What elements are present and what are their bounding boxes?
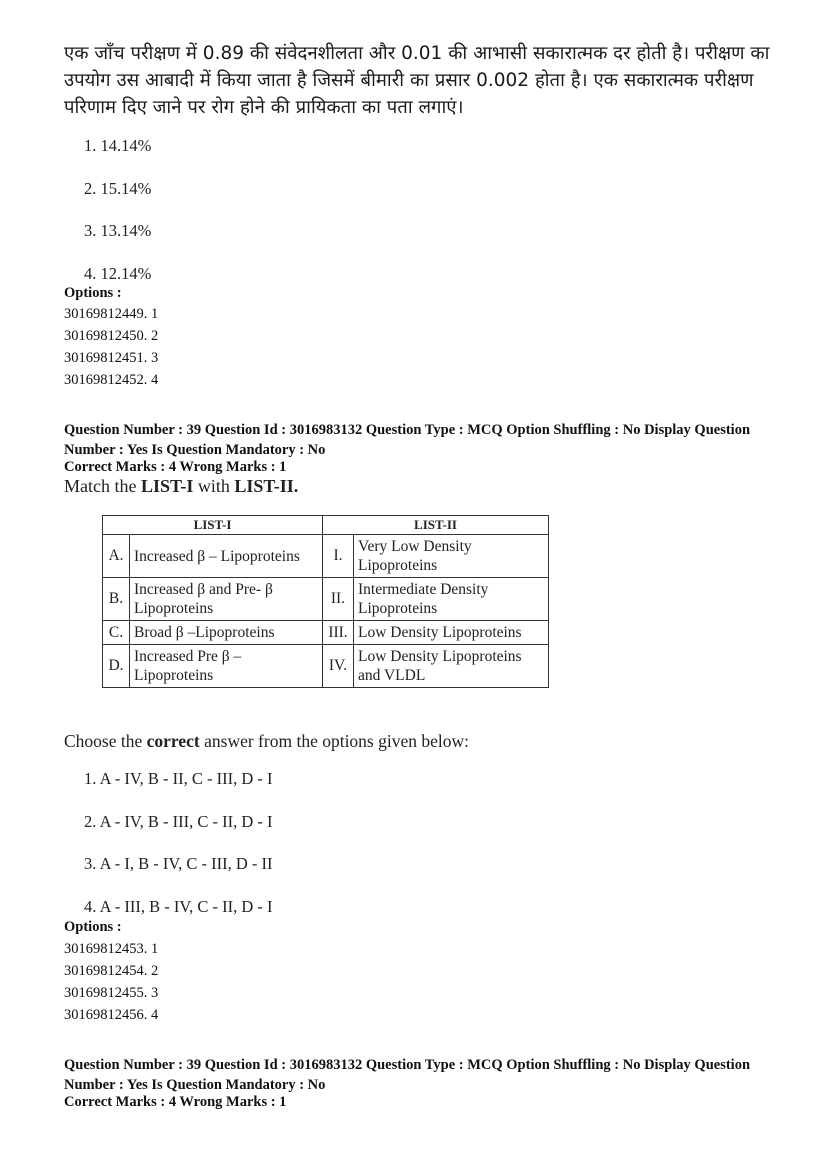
choose-suffix: answer from the options given below: bbox=[199, 731, 470, 751]
q39-options-label: Options : bbox=[64, 919, 122, 935]
list2-key: I. bbox=[323, 535, 354, 578]
table-row bbox=[103, 645, 549, 688]
q38-choice-3: 3. 13.14% bbox=[84, 221, 152, 240]
list2-value: Low Density Lipoproteins bbox=[354, 621, 549, 645]
q38-option-id-2: 30169812450. 2 bbox=[64, 328, 159, 344]
q39-choice-1: 1. A - IV, B - II, C - III, D - I bbox=[84, 769, 273, 788]
q39-option-id-1: 30169812453. 1 bbox=[64, 941, 159, 957]
list1-key: C. bbox=[103, 621, 130, 645]
table-header-row bbox=[103, 516, 549, 535]
table-row bbox=[103, 535, 549, 578]
list2-key: II. bbox=[323, 578, 354, 621]
list2-value: Low Density Lipoproteins and VLDL bbox=[354, 645, 549, 688]
q39-match-instruction bbox=[64, 476, 298, 497]
q38-option-id-3: 30169812451. 3 bbox=[64, 350, 159, 366]
list1-key: A. bbox=[103, 535, 130, 578]
q38-choice-1: 1. 14.14% bbox=[84, 136, 152, 155]
choose-bold-word: correct bbox=[146, 731, 200, 751]
choose-prefix: Choose the bbox=[64, 731, 147, 751]
q39-marks-info: Correct Marks : 4 Wrong Marks : 1 bbox=[64, 459, 287, 475]
match-with: with bbox=[193, 476, 235, 496]
q39-choice-2: 2. A - IV, B - III, C - II, D - I bbox=[84, 812, 273, 831]
q38-choice-2: 2. 15.14% bbox=[84, 179, 152, 198]
list1-value: Increased Pre β – Lipoproteins bbox=[130, 645, 323, 688]
list1-value: Increased β and Pre- β Lipoproteins bbox=[130, 578, 323, 621]
table-row bbox=[103, 621, 549, 645]
q38-option-id-1: 30169812449. 1 bbox=[64, 306, 159, 322]
list2-label: LIST-II. bbox=[234, 476, 299, 496]
q39-option-id-3: 30169812455. 3 bbox=[64, 985, 159, 1001]
list2-value: Intermediate Density Lipoproteins bbox=[354, 578, 549, 621]
list2-key: IV. bbox=[323, 645, 354, 688]
q39-choose-instruction bbox=[64, 731, 469, 752]
q39-repeat-marks-info: Correct Marks : 4 Wrong Marks : 1 bbox=[64, 1094, 287, 1110]
match-table bbox=[102, 515, 549, 688]
q39-choice-4: 4. A - III, B - IV, C - II, D - I bbox=[84, 897, 273, 916]
list1-value: Broad β –Lipoproteins bbox=[130, 621, 323, 645]
q39-option-id-4: 30169812456. 4 bbox=[64, 1007, 159, 1023]
list2-header: LIST-II bbox=[323, 516, 549, 535]
q39-option-id-2: 30169812454. 2 bbox=[64, 963, 159, 979]
list1-key: D. bbox=[103, 645, 130, 688]
table-row bbox=[103, 578, 549, 621]
list1-label: LIST-I bbox=[140, 476, 194, 496]
match-prefix: Match the bbox=[64, 476, 141, 496]
q39-choice-3: 3. A - I, B - IV, C - III, D - II bbox=[84, 854, 273, 873]
list2-key: III. bbox=[323, 621, 354, 645]
q38-choice-4: 4. 12.14% bbox=[84, 264, 152, 283]
list1-value: Increased β – Lipoproteins bbox=[130, 535, 323, 578]
q38-option-id-4: 30169812452. 4 bbox=[64, 372, 159, 388]
q39-meta-info: Question Number : 39 Question Id : 3016983132 Question Type : MCQ Option Shuffling : No Display Question Number : Yes Is Question Mandatory : No bbox=[64, 422, 751, 458]
list1-header: LIST-I bbox=[103, 516, 323, 535]
list1-key: B. bbox=[103, 578, 130, 621]
list2-value: Very Low Density Lipoproteins bbox=[354, 535, 549, 578]
q39-repeat-meta-info: Question Number : 39 Question Id : 3016983132 Question Type : MCQ Option Shuffling : No Display Question Number : Yes Is Question Mandatory : No bbox=[64, 1057, 751, 1093]
question-38-text-hindi: एक जाँच परीक्षण में 0.89 की संवेदनशीलता और 0.01 की आभासी सकारात्मक दर होती है। परीक्षण का उपयोग उस आबादी में किया जाता है जिसमें बीमारी का प्रसार 0.002 होता है। एक सकारात्मक परीक्षण परिणाम दिए जाने पर रोग होने की प्रायिकता का पता लगाएं। bbox=[64, 43, 770, 118]
q38-options-label: Options : bbox=[64, 285, 122, 301]
